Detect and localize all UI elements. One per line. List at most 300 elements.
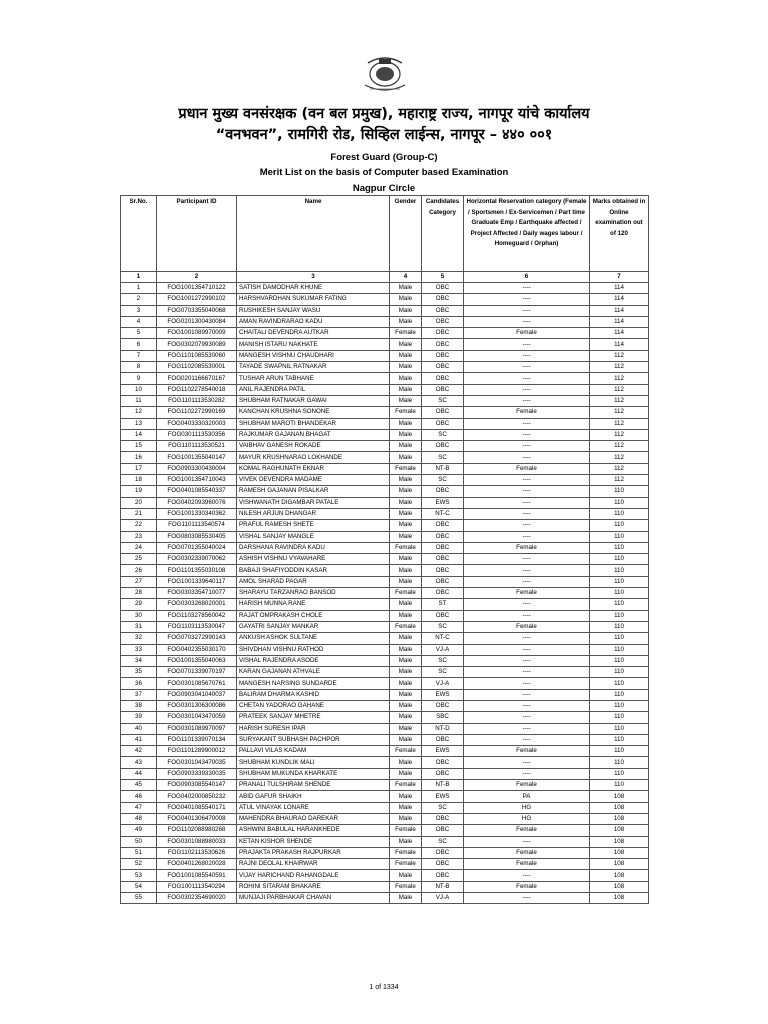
page-indicator: 1 of 1334 [369, 984, 399, 991]
table-row [121, 542, 649, 553]
participant-id-cell: FOG0303354710077 [157, 588, 237, 599]
category-cell: OBC [422, 859, 464, 870]
name-cell: RAJAT OMPRAKASH CHOLE [237, 610, 390, 621]
participant-id-cell: FOG1001355040063 [157, 655, 237, 666]
sr-no-cell: 37 [121, 689, 157, 700]
sr-no-cell: 49 [121, 825, 157, 836]
category-cell: EWS [422, 746, 464, 757]
sr-no-cell: 29 [121, 599, 157, 610]
marks-cell: 110 [590, 757, 649, 768]
marks-cell: 110 [590, 554, 649, 565]
marks-cell: 114 [590, 339, 649, 350]
sr-no-cell: 24 [121, 542, 157, 553]
table-row [121, 870, 649, 881]
col-header-marks: Marks obtained in Online examination out of 120 [590, 196, 649, 272]
participant-id-cell: FOG1001085540591 [157, 870, 237, 881]
participant-id-cell: FOG1101113530521 [157, 441, 237, 452]
table-row [121, 689, 649, 700]
category-cell: NT-B [422, 881, 464, 892]
category-cell: OBC [422, 847, 464, 858]
category-cell: OBC [422, 339, 464, 350]
participant-id-cell: FOG0301085670761 [157, 678, 237, 689]
gender-cell: Male [390, 508, 422, 519]
name-cell: KOMAL RAGHUNATH EKNAR [237, 463, 390, 474]
category-cell: OBC [422, 520, 464, 531]
participant-id-cell: FOG0401268020028 [157, 859, 237, 870]
participant-id-cell: FOG0302354690020 [157, 893, 237, 904]
gender-cell: Male [390, 576, 422, 587]
column-number: 2 [157, 272, 237, 283]
gender-cell: Female [390, 463, 422, 474]
gender-cell: Male [390, 757, 422, 768]
sr-no-cell: 13 [121, 418, 157, 429]
name-cell: KANCHAN KRUSHNA SONONE [237, 407, 390, 418]
gender-cell: Male [390, 644, 422, 655]
table-row [121, 780, 649, 791]
gender-cell: Male [390, 565, 422, 576]
participant-id-cell: FOG0701355040024 [157, 542, 237, 553]
reservation-cell: ---- [464, 350, 590, 361]
sr-no-cell: 26 [121, 565, 157, 576]
list-title: Merit List on the basis of Computer based Examination [259, 167, 509, 178]
category-cell: NT-D [422, 723, 464, 734]
category-cell: OBC [422, 825, 464, 836]
sr-no-cell: 32 [121, 633, 157, 644]
sr-no-cell: 50 [121, 836, 157, 847]
marks-cell: 112 [590, 384, 649, 395]
name-cell: SHARAYU TARZANRAO BANSOD [237, 588, 390, 599]
gender-cell: Male [390, 655, 422, 666]
merit-table-body [121, 283, 649, 904]
gender-cell: Female [390, 746, 422, 757]
marks-cell: 108 [590, 881, 649, 892]
marks-cell: 114 [590, 294, 649, 305]
reservation-cell: ---- [464, 678, 590, 689]
table-row [121, 316, 649, 327]
gender-cell: Male [390, 316, 422, 327]
marks-cell: 110 [590, 712, 649, 723]
reservation-cell: ---- [464, 599, 590, 610]
category-cell: SC [422, 802, 464, 813]
marks-cell: 112 [590, 463, 649, 474]
name-cell: SHUBHAM RATNAKAR GAWAI [237, 395, 390, 406]
column-number: 7 [590, 272, 649, 283]
sr-no-cell: 53 [121, 870, 157, 881]
participant-id-cell: FOG0201300430084 [157, 316, 237, 327]
category-cell: OBC [422, 768, 464, 779]
gender-cell: Male [390, 373, 422, 384]
sr-no-cell: 34 [121, 655, 157, 666]
marks-cell: 110 [590, 700, 649, 711]
reservation-cell: ---- [464, 836, 590, 847]
gender-cell: Female [390, 825, 422, 836]
participant-id-cell: FOG0903339330035 [157, 768, 237, 779]
table-row [121, 531, 649, 542]
marks-cell: 110 [590, 497, 649, 508]
marks-cell: 110 [590, 588, 649, 599]
category-cell: OBC [422, 328, 464, 339]
participant-id-cell: FOG1102088980268 [157, 825, 237, 836]
reservation-cell: ---- [464, 689, 590, 700]
category-cell: OBC [422, 316, 464, 327]
name-cell: MUNJAJI PARBHAKAR CHAVAN [237, 893, 390, 904]
category-cell: VJ-A [422, 678, 464, 689]
reservation-cell: HG [464, 813, 590, 824]
participant-id-cell: FOG0903041040037 [157, 689, 237, 700]
name-cell: RUSHIKESH SANJAY WASU [237, 305, 390, 316]
sr-no-cell: 31 [121, 621, 157, 632]
column-number: 5 [422, 272, 464, 283]
table-row [121, 554, 649, 565]
name-cell: VIVEK DEVENDRA MADAME [237, 475, 390, 486]
column-number: 1 [121, 272, 157, 283]
table-row [121, 825, 649, 836]
marks-cell: 110 [590, 508, 649, 519]
participant-id-cell: FOG1101113530282 [157, 395, 237, 406]
participant-id-cell: FOG1102085530001 [157, 362, 237, 373]
table-row [121, 757, 649, 768]
gender-cell: Male [390, 768, 422, 779]
sr-no-cell: 6 [121, 339, 157, 350]
reservation-cell: ---- [464, 667, 590, 678]
sr-no-cell: 1 [121, 283, 157, 294]
sr-no-cell: 12 [121, 407, 157, 418]
table-row [121, 441, 649, 452]
reservation-cell: HG [464, 802, 590, 813]
column-number: 6 [464, 272, 590, 283]
reservation-cell: ---- [464, 520, 590, 531]
marks-cell: 110 [590, 746, 649, 757]
name-cell: HARISH SURESH IPAR [237, 723, 390, 734]
gender-cell: Male [390, 531, 422, 542]
gender-cell: Male [390, 294, 422, 305]
gender-cell: Male [390, 486, 422, 497]
table-row [121, 294, 649, 305]
sr-no-cell: 25 [121, 554, 157, 565]
sr-no-cell: 52 [121, 859, 157, 870]
name-cell: PRATEEK SANJAY MHETRE [237, 712, 390, 723]
table-row [121, 576, 649, 587]
reservation-cell: ---- [464, 384, 590, 395]
reservation-cell: ---- [464, 655, 590, 666]
marks-cell: 108 [590, 791, 649, 802]
sr-no-cell: 30 [121, 610, 157, 621]
category-cell: SC [422, 429, 464, 440]
category-cell: OBC [422, 554, 464, 565]
sr-no-cell: 43 [121, 757, 157, 768]
sr-no-cell: 51 [121, 847, 157, 858]
sr-no-cell: 11 [121, 395, 157, 406]
table-row [121, 644, 649, 655]
name-cell: DARSHANA RAVINDRA KADU [237, 542, 390, 553]
name-cell: PALLAVI VILAS KADAM [237, 746, 390, 757]
marks-cell: 110 [590, 678, 649, 689]
name-cell: VISHAL SANJAY MANGLE [237, 531, 390, 542]
gender-cell: Male [390, 802, 422, 813]
reservation-cell: ---- [464, 531, 590, 542]
participant-id-cell: FOG0301088980033 [157, 836, 237, 847]
sr-no-cell: 35 [121, 667, 157, 678]
participant-id-cell: FOG0903300430004 [157, 463, 237, 474]
participant-id-cell: FOG0401085540337 [157, 486, 237, 497]
name-cell: GAYATRI SANJAY MANKAR [237, 621, 390, 632]
table-row [121, 362, 649, 373]
reservation-cell: ---- [464, 633, 590, 644]
participant-id-cell: FOG0301113530356 [157, 429, 237, 440]
marks-cell: 110 [590, 542, 649, 553]
sr-no-cell: 14 [121, 429, 157, 440]
sr-no-cell: 10 [121, 384, 157, 395]
name-cell: TUSHAR ARUN TABHANE [237, 373, 390, 384]
sr-no-cell: 16 [121, 452, 157, 463]
reservation-cell: Female [464, 542, 590, 553]
category-cell: OBC [422, 734, 464, 745]
sr-no-cell: 9 [121, 373, 157, 384]
name-cell: ASHWINI BABULAL HARANKHEDE [237, 825, 390, 836]
col-header-name: Name [237, 196, 390, 272]
gender-cell: Male [390, 893, 422, 904]
category-cell: NT-B [422, 780, 464, 791]
category-cell: OBC [422, 305, 464, 316]
participant-id-cell: FOG1001330340362 [157, 508, 237, 519]
participant-id-cell: FOG1001355040147 [157, 452, 237, 463]
table-row [121, 768, 649, 779]
participant-id-cell: FOG0201166670167 [157, 373, 237, 384]
gender-cell: Male [390, 667, 422, 678]
sr-no-cell: 23 [121, 531, 157, 542]
name-cell: PRANALI TULSHIRAM SHENDE [237, 780, 390, 791]
table-row [121, 418, 649, 429]
table-row [121, 283, 649, 294]
category-cell: OBC [422, 870, 464, 881]
gender-cell: Male [390, 791, 422, 802]
gender-cell: Male [390, 305, 422, 316]
sr-no-cell: 4 [121, 316, 157, 327]
table-row [121, 893, 649, 904]
sr-no-cell: 17 [121, 463, 157, 474]
reservation-cell: ---- [464, 723, 590, 734]
participant-id-cell: FOG1103113530047 [157, 621, 237, 632]
reservation-cell: ---- [464, 554, 590, 565]
participant-id-cell: FOG0303268020001 [157, 599, 237, 610]
reservation-cell: ---- [464, 768, 590, 779]
category-cell: OBC [422, 757, 464, 768]
reservation-cell: ---- [464, 565, 590, 576]
merit-table [120, 195, 649, 904]
marks-cell: 108 [590, 825, 649, 836]
marks-cell: 108 [590, 802, 649, 813]
gender-cell: Male [390, 520, 422, 531]
participant-id-cell: FOG1001354710122 [157, 283, 237, 294]
category-cell: VJ-A [422, 644, 464, 655]
gender-cell: Female [390, 881, 422, 892]
participant-id-cell: FOG0403330320003 [157, 418, 237, 429]
table-row [121, 520, 649, 531]
reservation-cell: PA [464, 791, 590, 802]
name-cell: AMAN RAVINDRARAO KADU [237, 316, 390, 327]
category-cell: OBC [422, 531, 464, 542]
col-header-srno: Sr.No. [121, 196, 157, 272]
participant-id-cell: FOG1001272990102 [157, 294, 237, 305]
table-row [121, 633, 649, 644]
category-cell: OBC [422, 441, 464, 452]
name-cell: KETAN KISHOR SHENDE [237, 836, 390, 847]
reservation-cell: Female [464, 780, 590, 791]
name-cell: HARISH MUNNA RANE [237, 599, 390, 610]
participant-id-cell: FOG0302079930089 [157, 339, 237, 350]
participant-id-cell: FOG0803085530405 [157, 531, 237, 542]
marks-cell: 112 [590, 418, 649, 429]
marks-cell: 110 [590, 667, 649, 678]
marks-cell: 110 [590, 768, 649, 779]
marks-cell: 110 [590, 655, 649, 666]
name-cell: VISHWANATH DIGAMBAR PATALE [237, 497, 390, 508]
office-title: प्रधान मुख्य वनसंरक्षक (वन बल प्रमुख), महाराष्ट्र राज्य, नागपूर यांचे कार्यालय [178, 106, 590, 122]
reservation-cell: ---- [464, 870, 590, 881]
gender-cell: Male [390, 283, 422, 294]
participant-id-cell: FOG1101085530060 [157, 350, 237, 361]
table-row [121, 678, 649, 689]
marks-cell: 114 [590, 316, 649, 327]
reservation-cell: Female [464, 621, 590, 632]
table-row [121, 373, 649, 384]
name-cell: HARSHVARDHAN SUKUMAR FATING [237, 294, 390, 305]
participant-id-cell: FOG0402355030170 [157, 644, 237, 655]
reservation-cell: ---- [464, 294, 590, 305]
column-number: 4 [390, 272, 422, 283]
gender-cell: Male [390, 362, 422, 373]
category-cell: ST [422, 599, 464, 610]
category-cell: OBC [422, 588, 464, 599]
name-cell: PRAJAKTA PRAKASH RAJPURKAR [237, 847, 390, 858]
reservation-cell: ---- [464, 395, 590, 406]
participant-id-cell: FOG0301043470035 [157, 757, 237, 768]
category-cell: SBC [422, 712, 464, 723]
gender-cell: Male [390, 712, 422, 723]
category-cell: EWS [422, 689, 464, 700]
table-row [121, 429, 649, 440]
participant-id-cell: FOG1001089970009 [157, 328, 237, 339]
name-cell: CHETAN YADORAO GAHANE [237, 700, 390, 711]
table-row [121, 486, 649, 497]
table-row [121, 508, 649, 519]
name-cell: ABID GAFUR SHAIKH [237, 791, 390, 802]
gender-cell: Male [390, 633, 422, 644]
header-row [121, 196, 649, 272]
table-row [121, 384, 649, 395]
gender-cell: Male [390, 813, 422, 824]
participant-id-cell: FOG1001339640117 [157, 576, 237, 587]
participant-id-cell: FOG0701339070197 [157, 667, 237, 678]
marks-cell: 110 [590, 520, 649, 531]
participant-id-cell: FOG0903085540147 [157, 780, 237, 791]
table-row [121, 836, 649, 847]
marks-cell: 112 [590, 407, 649, 418]
category-cell: SC [422, 395, 464, 406]
sr-no-cell: 41 [121, 734, 157, 745]
category-cell: OBC [422, 486, 464, 497]
sr-no-cell: 33 [121, 644, 157, 655]
marks-cell: 110 [590, 486, 649, 497]
gender-cell: Female [390, 859, 422, 870]
category-cell: OBC [422, 373, 464, 384]
marks-cell: 110 [590, 780, 649, 791]
gender-cell: Female [390, 780, 422, 791]
name-cell: MANGESH VISHNU CHAUDHARI [237, 350, 390, 361]
gender-cell: Male [390, 452, 422, 463]
sr-no-cell: 19 [121, 486, 157, 497]
marks-cell: 108 [590, 870, 649, 881]
category-cell: SC [422, 836, 464, 847]
participant-id-cell: FOG1101339070134 [157, 734, 237, 745]
category-cell: OBC [422, 362, 464, 373]
sr-no-cell: 54 [121, 881, 157, 892]
marks-cell: 110 [590, 599, 649, 610]
table-row [121, 734, 649, 745]
col-header-participant-id: Participant ID [157, 196, 237, 272]
category-cell: NT-B [422, 463, 464, 474]
name-cell: RAJNI DEOLAL KHAIRWAR [237, 859, 390, 870]
name-cell: ASHISH VISHNU VYAVAHARE [237, 554, 390, 565]
table-row [121, 497, 649, 508]
gender-cell: Female [390, 588, 422, 599]
sr-no-cell: 36 [121, 678, 157, 689]
category-cell: SC [422, 621, 464, 632]
table-row [121, 599, 649, 610]
name-cell: RAMESH GAJANAN PISALKAR [237, 486, 390, 497]
table-row [121, 655, 649, 666]
name-cell: SHUBHAM KUNDLIK MALI [237, 757, 390, 768]
col-header-gender: Gender [390, 196, 422, 272]
circle-title: Nagpur Circle [352, 183, 416, 194]
name-cell: ANKUSH ASHOK SULTANE [237, 633, 390, 644]
name-cell: ANIL RAJENDRA PATIL [237, 384, 390, 395]
marks-cell: 110 [590, 689, 649, 700]
name-cell: SATISH DAMODHAR KHUNE [237, 283, 390, 294]
name-cell: TAYADE SWAPNIL RATNAKAR [237, 362, 390, 373]
reservation-cell: Female [464, 463, 590, 474]
gender-cell: Male [390, 723, 422, 734]
participant-id-cell: FOG0301043470059 [157, 712, 237, 723]
participant-id-cell: FOG0301306300086 [157, 700, 237, 711]
category-cell: EWS [422, 791, 464, 802]
participant-id-cell: FOG1102278540018 [157, 384, 237, 395]
table-row [121, 881, 649, 892]
sr-no-cell: 39 [121, 712, 157, 723]
name-cell: RAJKUMAR GAJANAN BHAGAT [237, 429, 390, 440]
marks-cell: 108 [590, 836, 649, 847]
name-cell: CHAITALI DEVENDRA AUTKAR [237, 328, 390, 339]
reservation-cell: ---- [464, 305, 590, 316]
reservation-cell: ---- [464, 893, 590, 904]
table-row [121, 463, 649, 474]
sr-no-cell: 28 [121, 588, 157, 599]
table-row [121, 350, 649, 361]
category-cell: OBC [422, 407, 464, 418]
category-cell: SC [422, 452, 464, 463]
sr-no-cell: 8 [121, 362, 157, 373]
reservation-cell: ---- [464, 508, 590, 519]
gender-cell: Male [390, 475, 422, 486]
gender-cell: Female [390, 542, 422, 553]
table-row [121, 791, 649, 802]
marks-cell: 112 [590, 395, 649, 406]
column-number-row [121, 272, 649, 283]
participant-id-cell: FOG0401306470008 [157, 813, 237, 824]
name-cell: SHUBHAM MAROTI BHANDEKAR [237, 418, 390, 429]
gender-cell: Female [390, 407, 422, 418]
reservation-cell: ---- [464, 316, 590, 327]
